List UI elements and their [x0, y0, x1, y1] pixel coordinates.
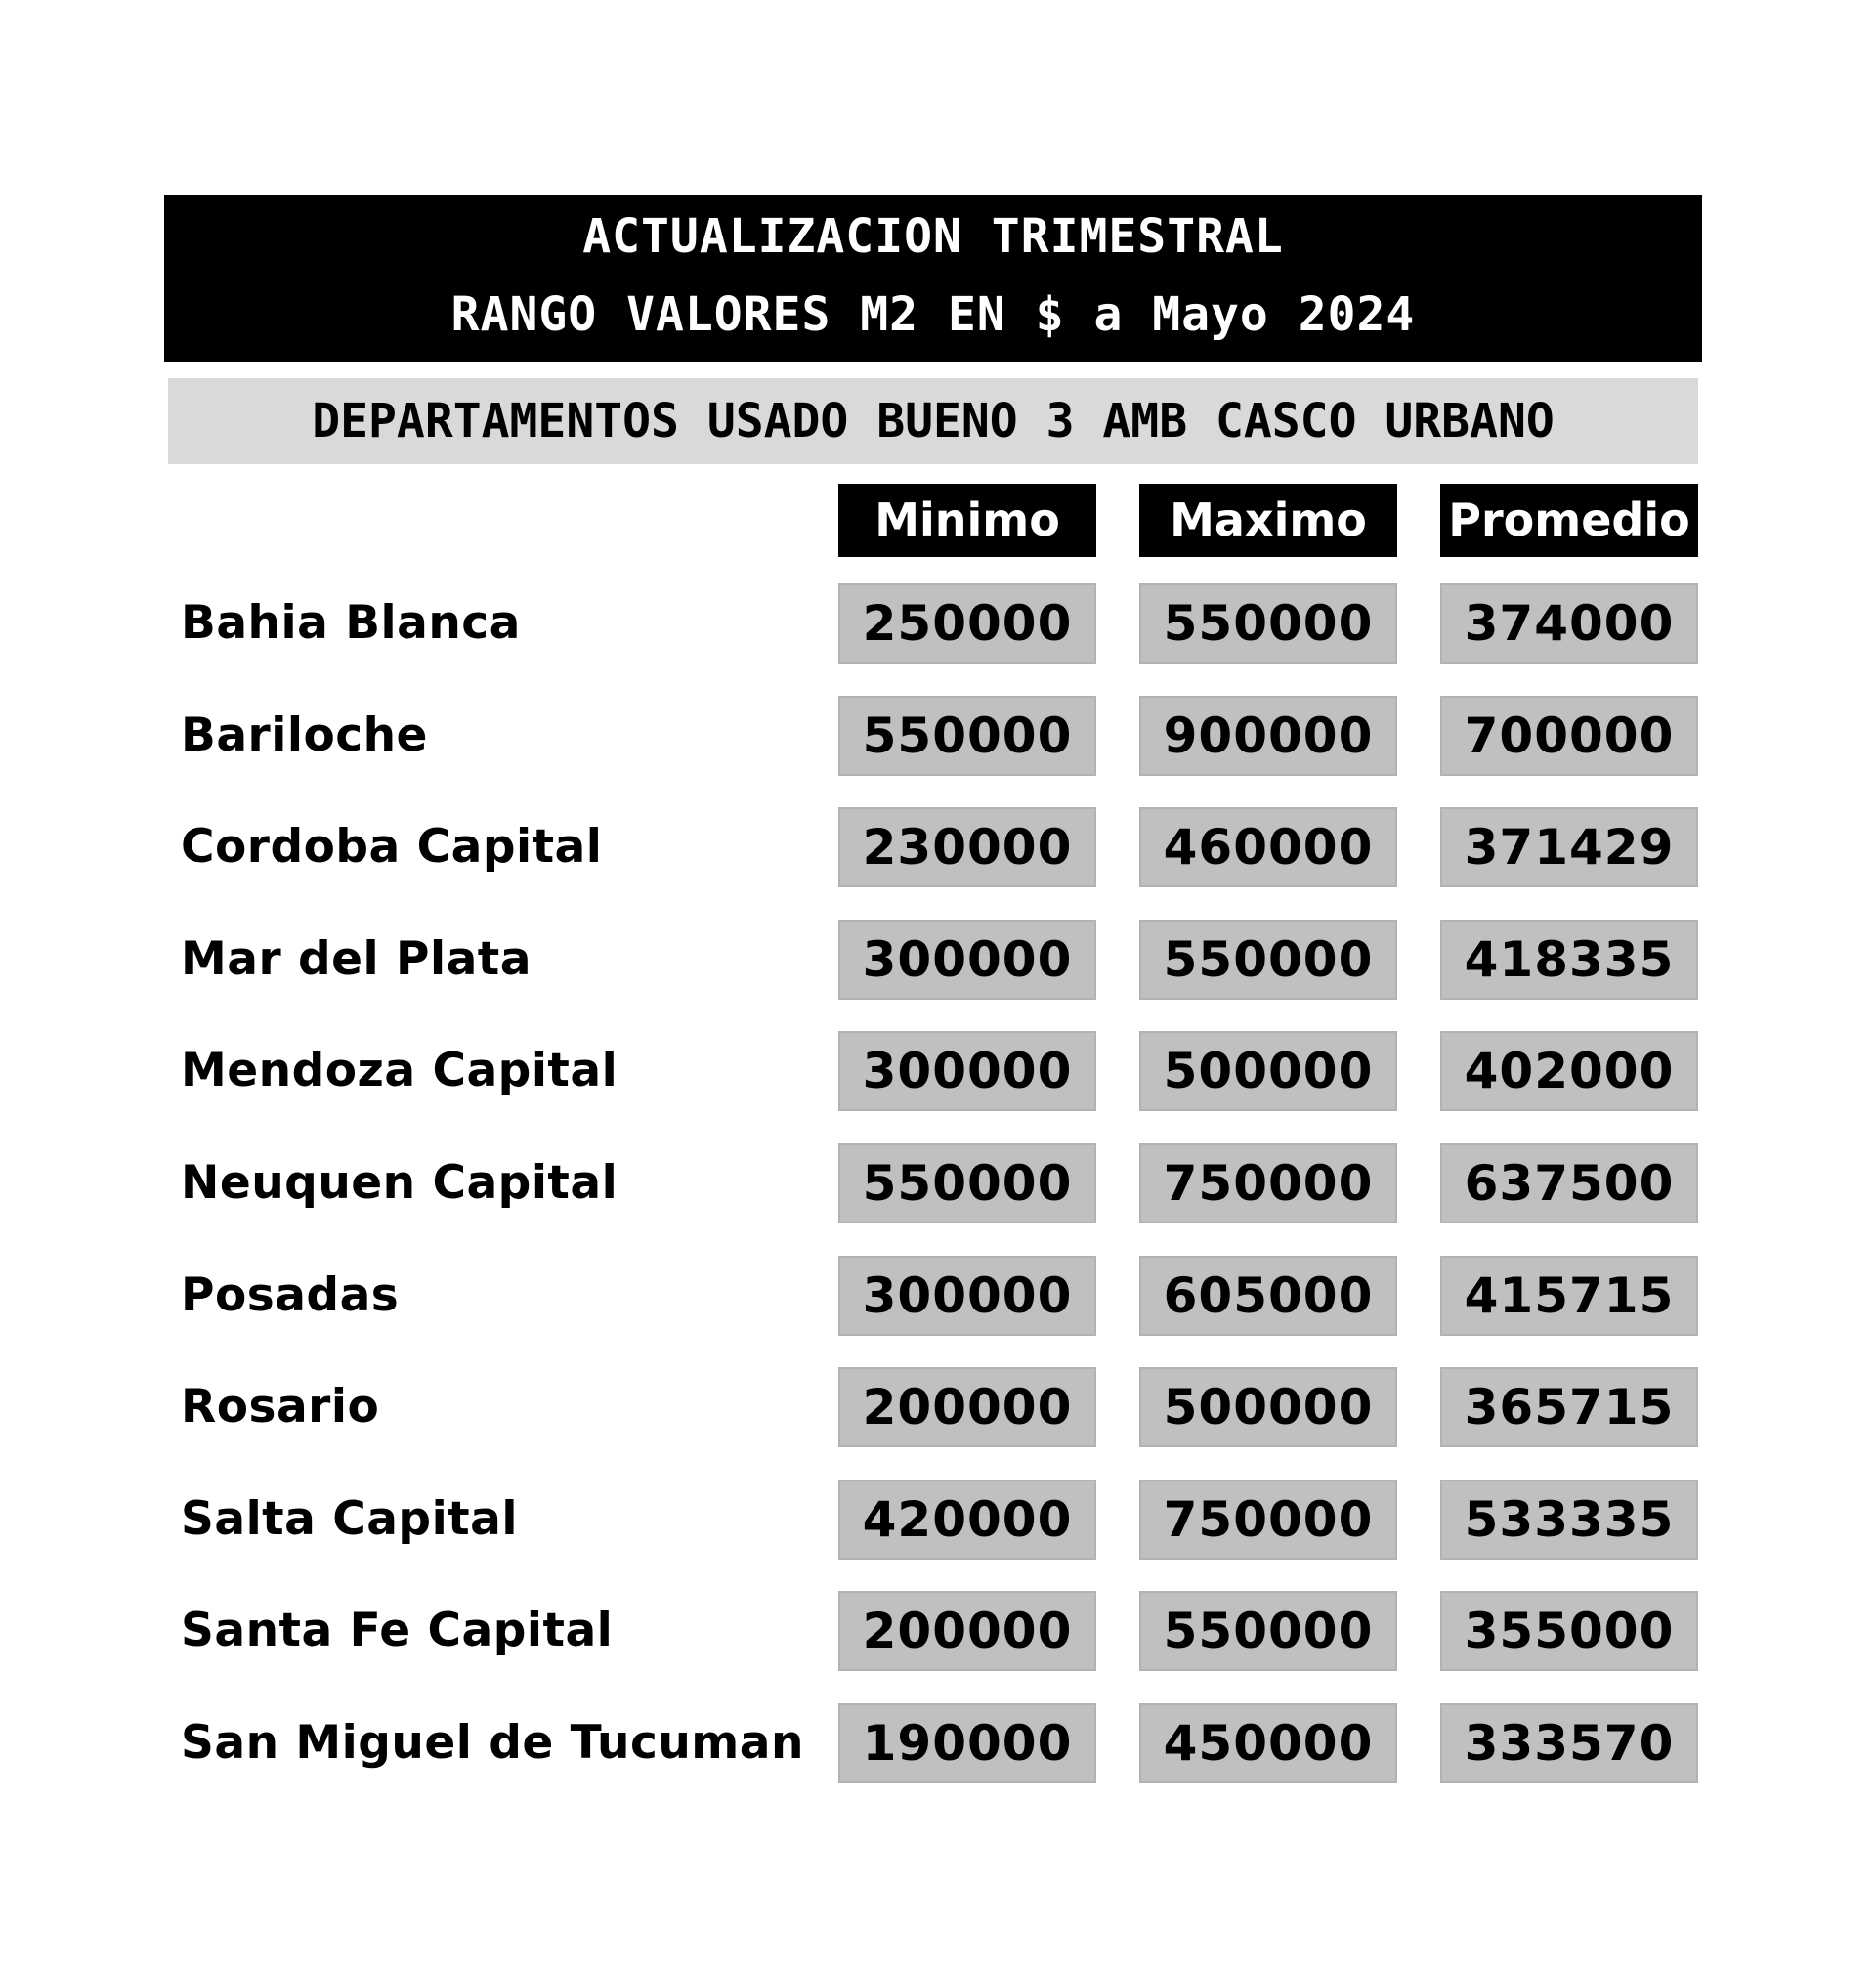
city-label: Bahia Blanca: [181, 596, 521, 650]
cell-minimo: 550000: [838, 696, 1096, 776]
cell-promedio: 415715: [1440, 1256, 1698, 1336]
cell-minimo: 200000: [838, 1591, 1096, 1671]
city-label: Santa Fe Capital: [181, 1604, 614, 1658]
cell-minimo: 300000: [838, 1031, 1096, 1111]
cell-promedio: 402000: [1440, 1031, 1698, 1111]
cell-promedio: 333570: [1440, 1703, 1698, 1783]
table-row: [0, 920, 1876, 1000]
cell-promedio: 371429: [1440, 807, 1698, 887]
city-label: Bariloche: [181, 708, 428, 762]
cell-minimo: 190000: [838, 1703, 1096, 1783]
city-label: Neuquen Capital: [181, 1156, 618, 1210]
cell-minimo: 230000: [838, 807, 1096, 887]
table-row: [0, 1256, 1876, 1336]
table-row: [0, 1143, 1876, 1223]
cell-maximo: 550000: [1139, 583, 1397, 664]
cell-maximo: 500000: [1139, 1031, 1397, 1111]
cell-minimo: 300000: [838, 1256, 1096, 1336]
title-line-1: ACTUALIZACION TRIMESTRAL: [582, 209, 1284, 264]
cell-minimo: 200000: [838, 1367, 1096, 1447]
cell-maximo: 550000: [1139, 1591, 1397, 1671]
table-row: [0, 1367, 1876, 1447]
table-row: [0, 583, 1876, 664]
cell-maximo: 605000: [1139, 1256, 1397, 1336]
city-label: Mar del Plata: [181, 931, 532, 986]
city-label: Posadas: [181, 1267, 400, 1322]
table-row: [0, 1480, 1876, 1560]
cell-minimo: 550000: [838, 1143, 1096, 1223]
cell-promedio: 355000: [1440, 1591, 1698, 1671]
cell-promedio: 374000: [1440, 583, 1698, 664]
table-row: [0, 807, 1876, 887]
cell-minimo: 300000: [838, 920, 1096, 1000]
cell-maximo: 750000: [1139, 1143, 1397, 1223]
cell-minimo: 250000: [838, 583, 1096, 664]
table-row: [0, 696, 1876, 776]
cell-maximo: 500000: [1139, 1367, 1397, 1447]
column-header-minimo: Minimo: [838, 484, 1096, 557]
city-label: Salta Capital: [181, 1491, 518, 1546]
cell-promedio: 365715: [1440, 1367, 1698, 1447]
column-header-promedio: Promedio: [1440, 484, 1698, 557]
cell-promedio: 418335: [1440, 920, 1698, 1000]
cell-promedio: 637500: [1440, 1143, 1698, 1223]
city-label: San Miguel de Tucuman: [181, 1716, 804, 1770]
city-label: Mendoza Capital: [181, 1044, 618, 1098]
city-label: Rosario: [181, 1380, 380, 1435]
cell-maximo: 460000: [1139, 807, 1397, 887]
cell-maximo: 550000: [1139, 920, 1397, 1000]
subtitle-banner: DEPARTAMENTOS USADO BUENO 3 AMB CASCO URBANO: [168, 378, 1698, 464]
city-label: Cordoba Capital: [181, 820, 603, 875]
table-row: [0, 1591, 1876, 1671]
cell-maximo: 900000: [1139, 696, 1397, 776]
title-line-2: RANGO VALORES M2 EN $ a Mayo 2024: [450, 287, 1416, 342]
table-row: [0, 1703, 1876, 1783]
title-banner: [164, 195, 1702, 362]
cell-promedio: 533335: [1440, 1480, 1698, 1560]
cell-maximo: 450000: [1139, 1703, 1397, 1783]
table-row: [0, 1031, 1876, 1111]
column-header-maximo: Maximo: [1139, 484, 1397, 557]
cell-minimo: 420000: [838, 1480, 1096, 1560]
cell-maximo: 750000: [1139, 1480, 1397, 1560]
cell-promedio: 700000: [1440, 696, 1698, 776]
